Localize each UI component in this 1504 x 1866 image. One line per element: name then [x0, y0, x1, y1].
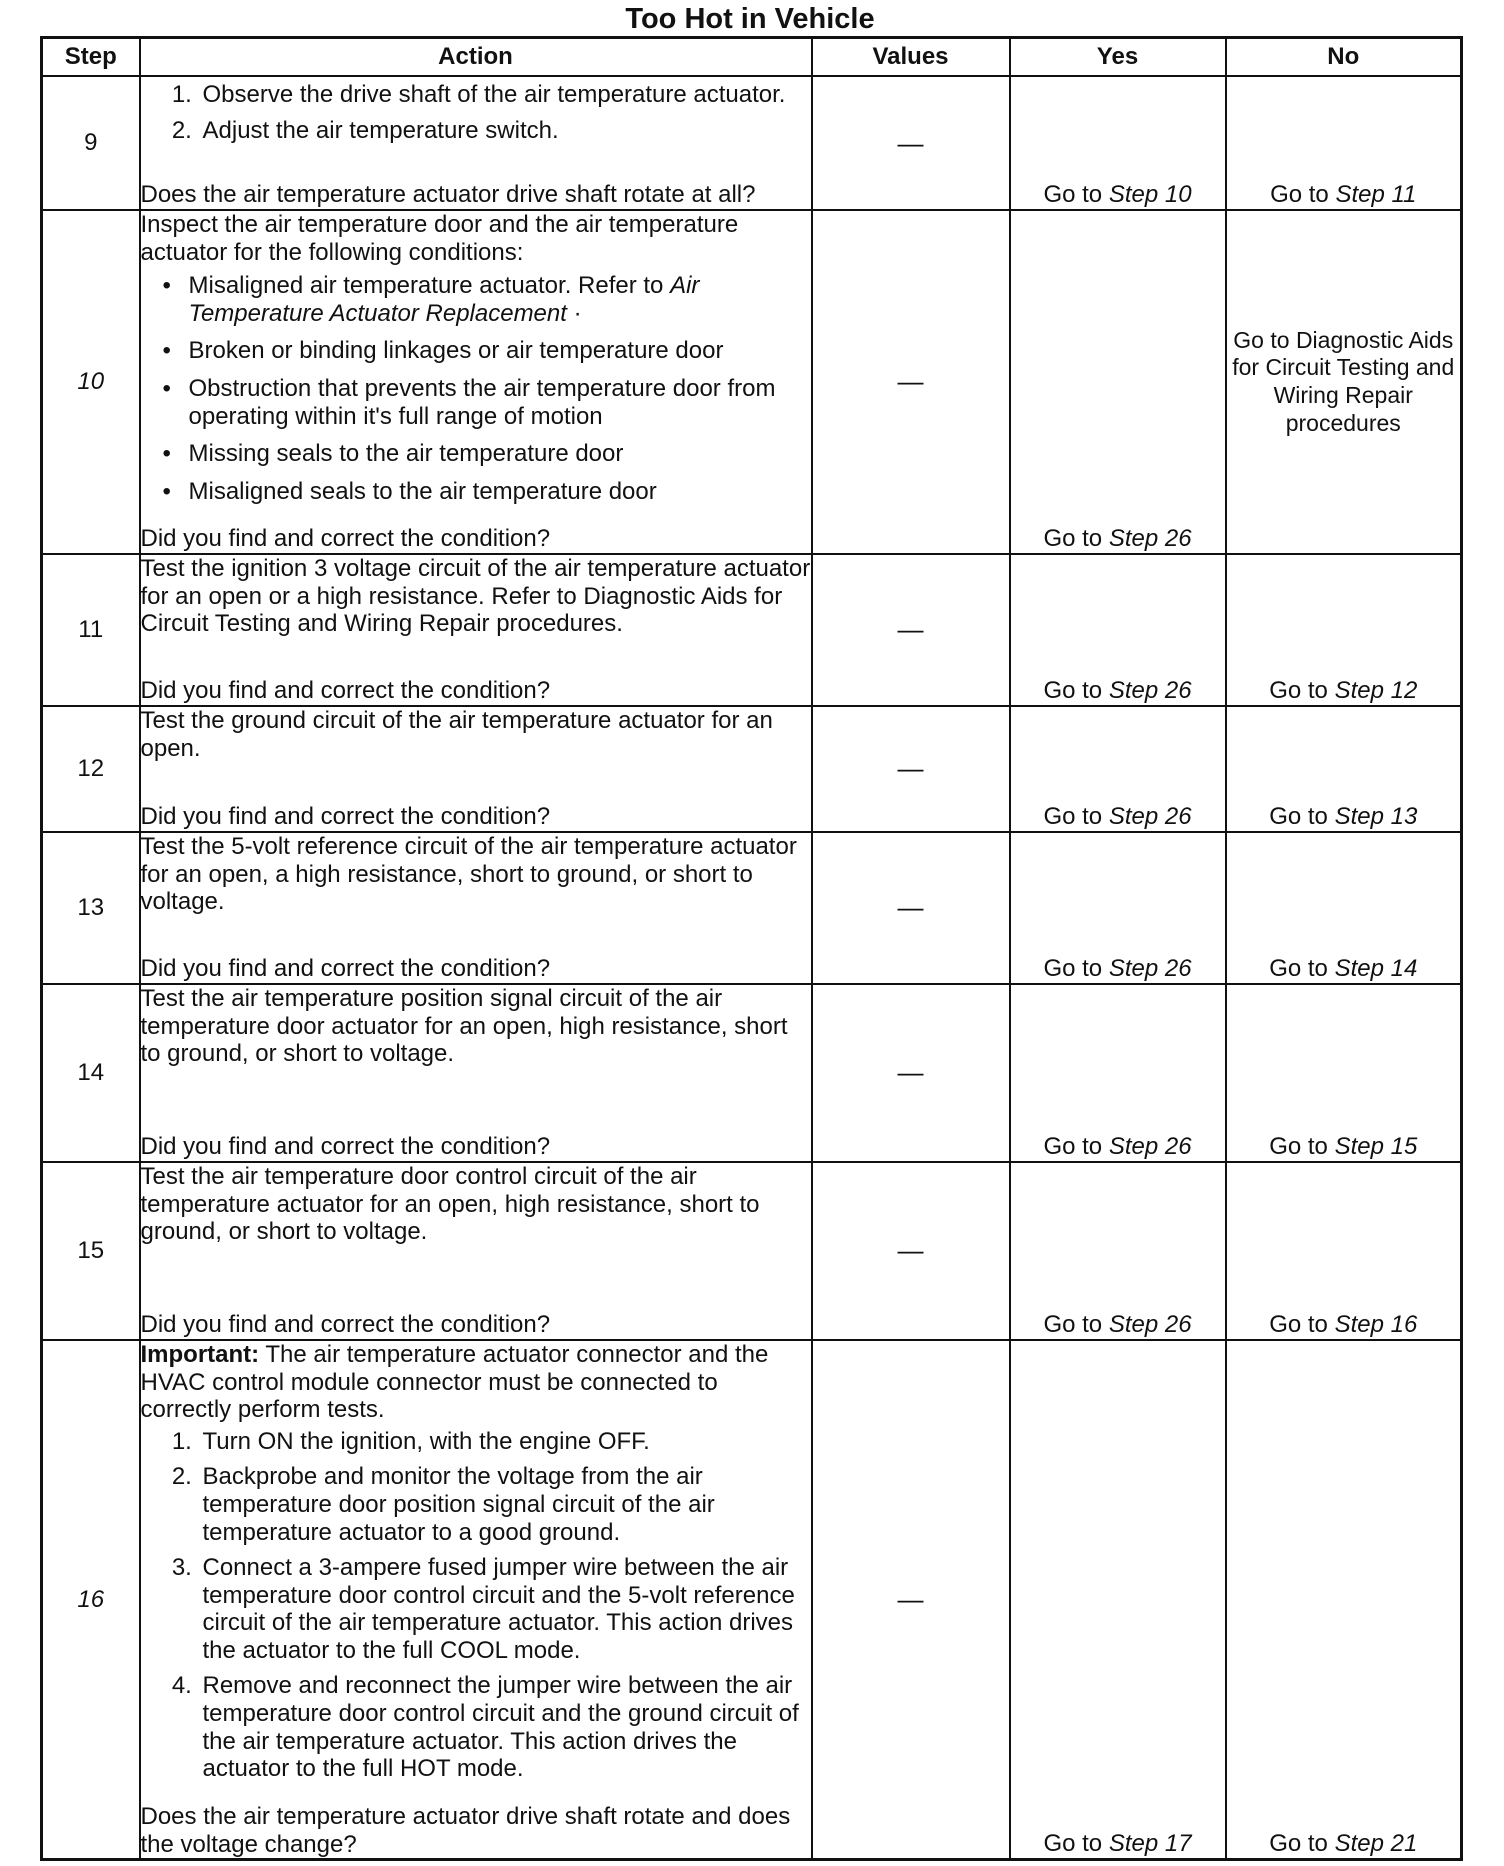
step-ref: Step 11	[1335, 181, 1417, 208]
header-no: No	[1226, 38, 1462, 77]
step-ref: Step 26	[1108, 676, 1192, 704]
important-text: The air temperature actuator connector and the HVAC control module connector must be connected to correctly perform tests.	[140, 1340, 769, 1424]
header-step: Step	[42, 38, 140, 77]
action-cell	[140, 706, 812, 832]
no-link[interactable]	[1269, 1311, 1417, 1338]
no-cell	[1226, 210, 1462, 554]
action-cell	[140, 1162, 812, 1340]
yes-cell	[1010, 1340, 1226, 1860]
no-link[interactable]	[1270, 181, 1416, 208]
no-cell	[1226, 706, 1462, 832]
step-number: 12	[42, 706, 140, 832]
header-values: Values	[812, 38, 1010, 77]
value-cell: —	[812, 76, 1010, 210]
step-ref: Step 21	[1334, 1830, 1418, 1858]
action-cell	[140, 554, 812, 706]
bullet-list	[141, 272, 811, 515]
yes-cell	[1010, 76, 1226, 210]
list-item: • Broken or binding linkages or air temperature door	[185, 337, 811, 365]
step-ref: Step 12	[1334, 676, 1418, 704]
step-ref: Step 13	[1334, 802, 1418, 830]
go-to-label: Go to	[1043, 1132, 1103, 1160]
step-ref: Step 26	[1108, 1132, 1192, 1160]
step-ref: Step 14	[1334, 954, 1418, 982]
go-to-label: Go to	[1269, 1310, 1328, 1338]
list-item: 1. Observe the drive shaft of the air temperature actuator.	[199, 81, 811, 109]
table-row	[42, 1162, 1462, 1340]
numbered-list	[141, 81, 811, 152]
go-to-label: Go to	[1043, 524, 1103, 552]
yes-link[interactable]	[1043, 1133, 1191, 1160]
yes-link[interactable]	[1043, 1830, 1191, 1857]
go-to-label: Go to	[1043, 954, 1103, 982]
no-cell	[1226, 1340, 1462, 1860]
bullet-text: Misaligned air temperature actuator. Refer to	[188, 272, 671, 300]
step-number: 11	[42, 554, 140, 706]
go-to-label: Go to	[1269, 802, 1328, 830]
step-number: 13	[42, 832, 140, 984]
numbered-list	[141, 1428, 811, 1791]
step-ref: Step 26	[1108, 524, 1192, 552]
yes-cell	[1010, 984, 1226, 1162]
question-text: Did you find and correct the condition?	[140, 803, 551, 831]
no-link[interactable]: Go to Diagnostic Aids for Circuit Testing and Wiring Repair procedures	[1232, 326, 1455, 436]
question-text: Did you find and correct the condition?	[140, 677, 551, 705]
table-row	[42, 706, 1462, 832]
yes-cell	[1010, 554, 1226, 706]
no-cell	[1226, 832, 1462, 984]
question-text: Did you find and correct the condition?	[140, 955, 551, 983]
list-item: • Misaligned seals to the air temperature door	[185, 478, 811, 506]
important-note	[141, 1341, 811, 1424]
list-item: 2. Adjust the air temperature switch.	[199, 117, 811, 145]
action-cell	[140, 210, 812, 554]
step-ref: Step 15	[1334, 1132, 1418, 1160]
no-cell	[1226, 554, 1462, 706]
action-intro: Inspect the air temperature door and the air temperature actuator for the following conditions:	[140, 211, 739, 266]
question-text: Does the air temperature actuator drive shaft rotate at all?	[140, 181, 756, 209]
table-header-row	[42, 38, 1462, 77]
list-item	[185, 272, 811, 327]
step-ref: Step 26	[1108, 1310, 1192, 1338]
no-link[interactable]	[1269, 1830, 1417, 1857]
list-item: 1. Turn ON the ignition, with the engine OFF.	[199, 1428, 811, 1456]
yes-cell	[1010, 210, 1226, 554]
yes-cell	[1010, 706, 1226, 832]
go-to-label: Go to	[1043, 802, 1103, 830]
go-to-label: Go to	[1269, 1830, 1328, 1858]
header-yes: Yes	[1010, 38, 1226, 77]
go-to-label: Go to	[1043, 676, 1103, 704]
no-link[interactable]	[1269, 955, 1417, 982]
yes-link[interactable]	[1043, 181, 1191, 208]
list-item: • Missing seals to the air temperature door	[185, 440, 811, 468]
no-link[interactable]	[1269, 1133, 1417, 1160]
question-text: Did you find and correct the condition?	[140, 525, 551, 553]
no-link[interactable]	[1269, 677, 1417, 704]
step-number: 16	[42, 1340, 140, 1860]
list-item: 4. Remove and reconnect the jumper wire between the air temperature door control circuit and the ground circuit of the air temperature actuator. This action drives the actuator to the full HOT mode.	[199, 1672, 811, 1782]
action-cell	[140, 984, 812, 1162]
yes-link[interactable]	[1043, 803, 1191, 830]
step-ref: Step 26	[1108, 802, 1192, 830]
page-title: Too Hot in Vehicle	[625, 3, 875, 35]
action-cell	[140, 76, 812, 210]
action-cell	[140, 832, 812, 984]
step-number: 9	[42, 76, 140, 210]
question-text: Does the air temperature actuator drive shaft rotate and does the voltage change?	[140, 1803, 791, 1858]
value-cell: —	[812, 832, 1010, 984]
question-text: Did you find and correct the condition?	[140, 1311, 551, 1339]
bullet-tail: ·	[573, 299, 582, 327]
yes-link[interactable]	[1043, 525, 1191, 552]
go-to-label: Go to	[1270, 181, 1329, 208]
go-to-label: Go to	[1043, 181, 1103, 208]
action-cell	[140, 1340, 812, 1860]
header-action: Action	[140, 38, 812, 77]
value-cell: —	[812, 706, 1010, 832]
value-cell: —	[812, 210, 1010, 554]
table-row	[42, 76, 1462, 210]
table-row	[42, 554, 1462, 706]
go-to-label: Go to	[1269, 954, 1328, 982]
yes-cell	[1010, 832, 1226, 984]
action-text: Test the air temperature door control circuit of the air temperature actuator for an open, high resistance, short to ground, or short to voltage.	[140, 1162, 760, 1246]
list-item: 2. Backprobe and monitor the voltage from the air temperature door position signal circuit of the air temperature actuator to a good ground.	[199, 1463, 811, 1546]
step-ref: Step 26	[1108, 954, 1192, 982]
step-ref: Step 16	[1334, 1310, 1418, 1338]
action-text: Test the air temperature position signal circuit of the air temperature door actuator for an open, high resistance, short to ground, or short to voltage.	[140, 984, 788, 1068]
step-number: 14	[42, 984, 140, 1162]
go-to-label: Go to	[1269, 676, 1328, 704]
action-text: Test the 5-volt reference circuit of the air temperature actuator for an open, a high resistance, short to ground, or short to voltage.	[140, 832, 797, 916]
go-to-label: Go to	[1043, 1310, 1103, 1338]
yes-link[interactable]	[1043, 677, 1191, 704]
diagnostic-table	[40, 36, 1463, 1861]
yes-cell	[1010, 1162, 1226, 1340]
step-number: 15	[42, 1162, 140, 1340]
question-text: Did you find and correct the condition?	[140, 1133, 551, 1161]
value-cell: —	[812, 984, 1010, 1162]
action-text: Test the ignition 3 voltage circuit of the air temperature actuator for an open or a high resistance. Refer to Diagnostic Aids for Circuit Testing and Wiring Repair procedures.	[140, 554, 811, 638]
value-cell: —	[812, 1340, 1010, 1860]
go-to-label: Go to	[1269, 1132, 1328, 1160]
reference-link[interactable]: Air Temperature Actuator Replacement	[188, 272, 700, 327]
table-row	[42, 210, 1462, 554]
step-ref: Step 10	[1108, 181, 1192, 208]
no-cell	[1226, 1162, 1462, 1340]
table-row	[42, 832, 1462, 984]
no-link[interactable]	[1269, 803, 1417, 830]
list-item: • Obstruction that prevents the air temperature door from operating within it's full range of motion	[185, 375, 811, 430]
yes-link[interactable]	[1043, 1311, 1191, 1338]
value-cell: —	[812, 554, 1010, 706]
go-to-label: Go to	[1043, 1830, 1103, 1858]
no-cell	[1226, 984, 1462, 1162]
value-cell: —	[812, 1162, 1010, 1340]
table-row	[42, 984, 1462, 1162]
yes-link[interactable]	[1043, 955, 1191, 982]
no-cell	[1226, 76, 1462, 210]
table-row	[42, 1340, 1462, 1860]
list-item: 3. Connect a 3-ampere fused jumper wire between the air temperature door control circuit and the 5-volt reference circuit of the air temperature actuator. This action drives the actuator to the full COOL mode.	[199, 1554, 811, 1664]
important-label: Important:	[140, 1340, 260, 1368]
step-number: 10	[42, 210, 140, 554]
action-text: Test the ground circuit of the air temperature actuator for an open.	[140, 706, 773, 762]
step-ref: Step 17	[1108, 1830, 1192, 1858]
